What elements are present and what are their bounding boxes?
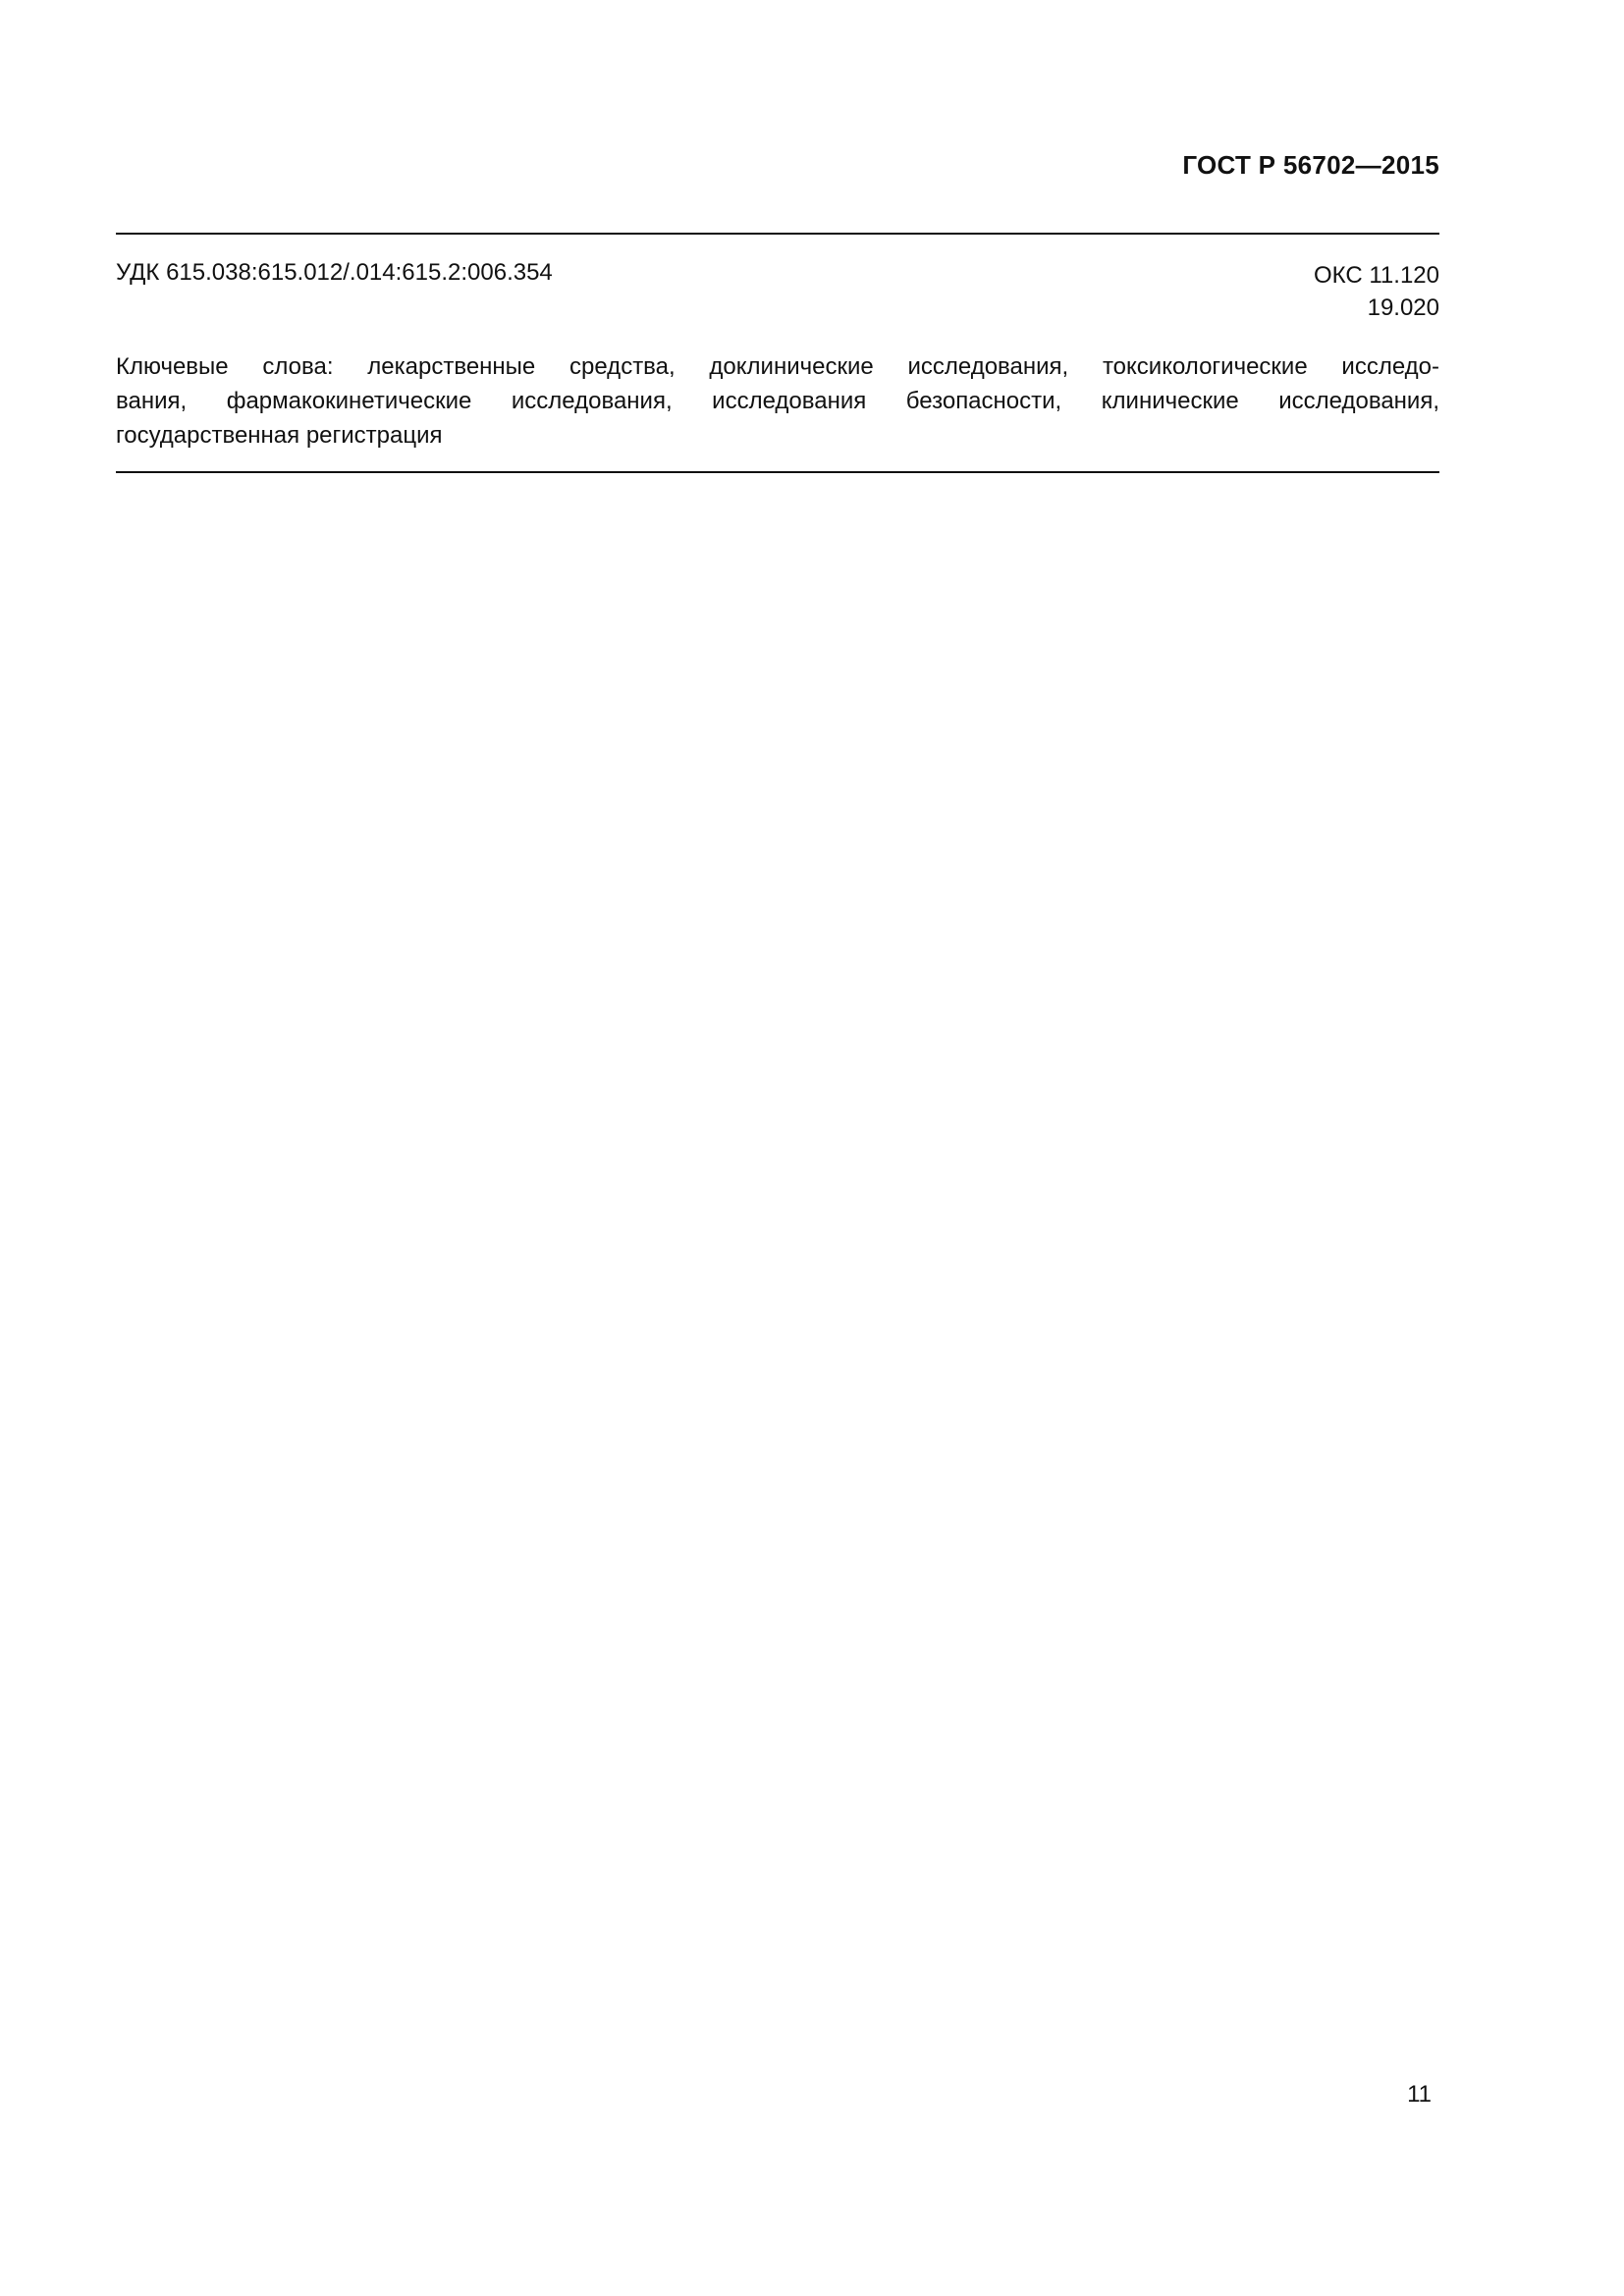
keywords-paragraph <box>116 349 1439 453</box>
oks-code-line-1: ОКС 11.120 <box>1313 262 1439 289</box>
standard-code-header: ГОСТ Р 56702—2015 <box>1182 150 1439 180</box>
udk-code: УДК 615.038:615.012/.014:615.2:006.354 <box>116 259 553 286</box>
keywords-line-3: государственная регистрация <box>116 422 443 449</box>
page-number: 11 <box>1407 2081 1432 2108</box>
top-divider <box>116 233 1439 235</box>
keywords-line-2: вания, фармакокинетические исследования, исследования безопасности, клинические исследования, <box>116 388 1439 414</box>
oks-code-line-2: 19.020 <box>1367 294 1439 321</box>
bottom-divider <box>116 471 1439 473</box>
oks-codes <box>1314 259 1439 324</box>
keywords-line-1: Ключевые слова: лекарственные средства, доклинические исследования, токсикологические исследо- <box>116 353 1439 380</box>
